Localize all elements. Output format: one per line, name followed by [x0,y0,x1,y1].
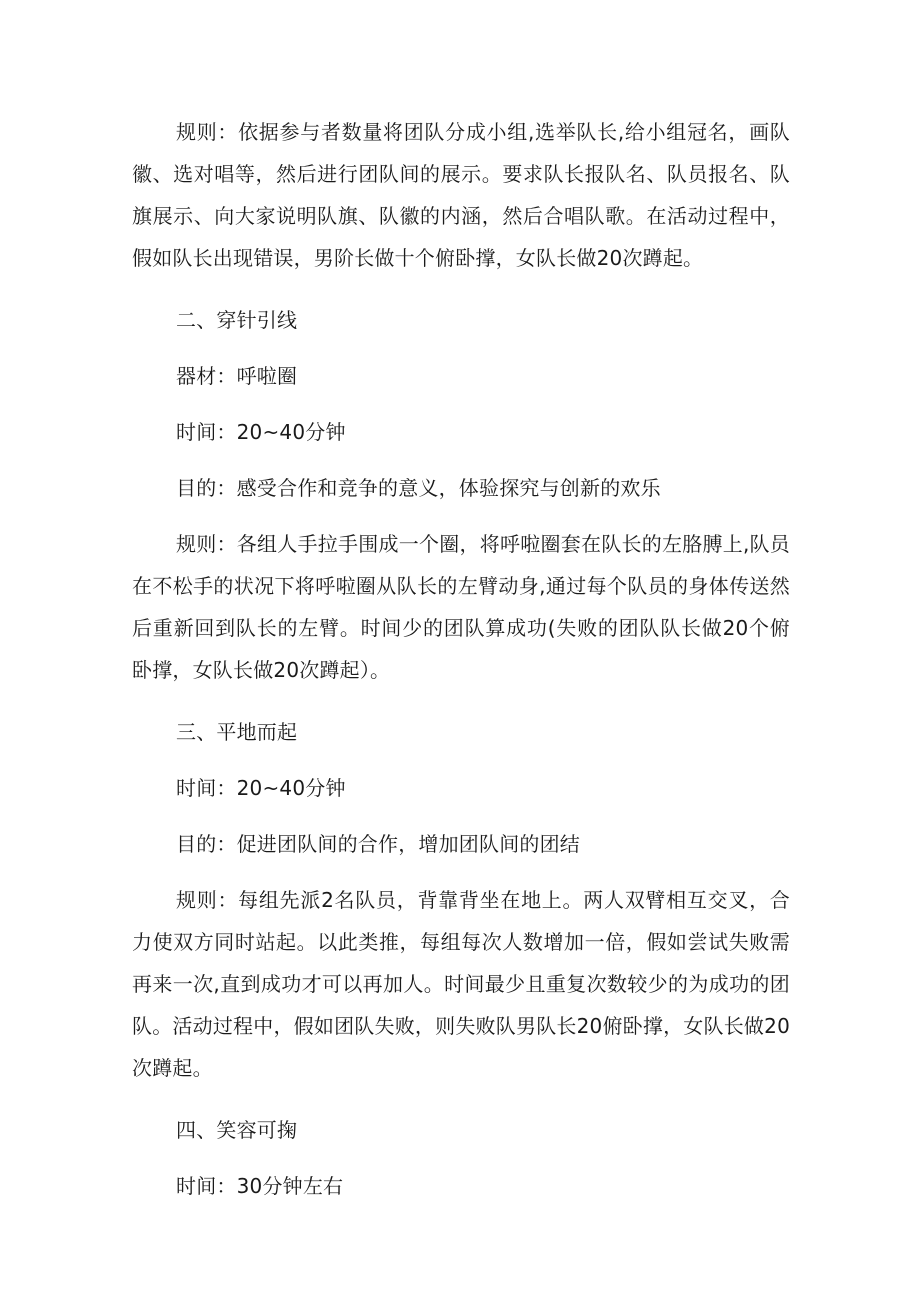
time-line-rise-together: 时间：20~40分钟 [176,776,346,800]
section-heading-smile: 四、笑容可掬 [176,1118,298,1142]
rules-paragraph-team-display: 规则：依据参与者数量将团队分成小组,选举队长,给小组冠名，画队徽、选对唱等，然后进行团队间的展示。要求队长报队名、队员报名、队旗展示、向大家说明队旗、队徽的内涵，然后合唱队歌。在活动过程中，假如队长出现错误，男阶长做十个俯卧撑，女队长做20次蹲起。 [132,120,790,270]
rules-paragraph-rise-together: 规则：每组先派2名队员，背靠背坐在地上。两人双臂相互交叉，合力使双方同时站起。以此类推，每组每次人数增加一倍，假如尝试失败需再来一次,直到成功才可以再加人。时间最少且重复次数较少的为成功的团队。活动过程中，假如团队失败，则失败队男队长20俯卧撑，女队长做20次蹲起。 [132,888,790,1080]
purpose-line-threading: 目的：感受合作和竞争的意义，体验探究与创新的欢乐 [176,476,661,500]
section-heading-rise-together: 三、平地而起 [176,720,298,744]
time-line-smile: 时间：30分钟左右 [176,1174,344,1198]
rules-paragraph-threading: 规则：各组人手拉手围成一个圈，将呼啦圈套在队长的左胳膊上,队员在不松手的状况下将呼啦圈从队长的左臂动身,通过每个队员的身体传送然后重新回到队长的左臂。时间少的团队算成功(失败的团队队长做20个俯卧撑，女队长做20次蹲起）。 [132,532,790,682]
equipment-line: 器材：呼啦圈 [176,364,298,388]
time-line-threading: 时间：20~40分钟 [176,420,346,444]
section-heading-threading: 二、穿针引线 [176,308,298,332]
document-body [132,111,790,1221]
purpose-line-rise-together: 目的：促进团队间的合作，增加团队间的团结 [176,832,580,856]
